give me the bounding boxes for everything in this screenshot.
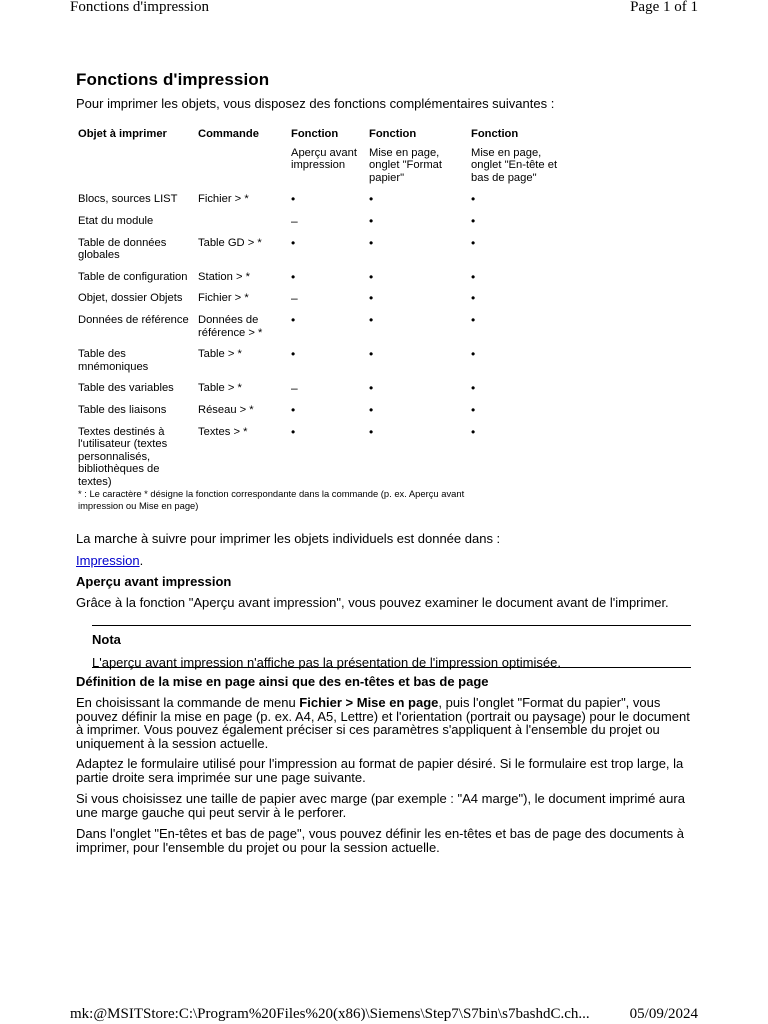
function-cell: • [369, 269, 374, 284]
function-cell: • [369, 192, 374, 207]
layout-paragraph-1 [76, 696, 696, 750]
function-cell: – [291, 381, 298, 396]
note-box [92, 625, 691, 670]
print-header [0, 0, 768, 20]
command-cell: Fichier > * [198, 193, 249, 206]
object-cell: Blocs, sources LIST [78, 193, 178, 206]
function-cell: • [471, 312, 476, 327]
command-cell [198, 215, 291, 237]
layout-paragraph-3: Si vous choisissez une taille de papier avec marge (par exemple : "A4 marge"), le document imprimé aura une marge gauche qui peut servir à le perforer. [76, 791, 685, 820]
table-row [78, 382, 573, 404]
page-title: Fonctions d'impression [76, 70, 270, 89]
table-row [78, 237, 573, 271]
function-cell: – [291, 213, 298, 228]
header-title: Fonctions d'impression [70, 0, 209, 15]
object-cell: Table des mnémoniques [78, 348, 149, 373]
intro-text: Pour imprimer les objets, vous disposez des fonctions complémentaires suivantes : [76, 96, 555, 111]
object-cell: Table des liaisons [78, 403, 167, 416]
note-top-rule [92, 625, 691, 626]
function-cell: • [291, 269, 296, 284]
column-subheader: Mise en page, onglet "Format papier" [369, 146, 442, 184]
function-cell: • [471, 291, 476, 306]
layout-heading: Définition de la mise en page ainsi que des en-têtes et bas de page [76, 674, 489, 689]
column-subheader [198, 147, 291, 194]
table-row [78, 404, 573, 426]
function-cell: • [369, 424, 374, 439]
function-cell: • [369, 402, 374, 417]
table-header-row [78, 128, 573, 147]
function-cell: • [369, 213, 374, 228]
table-row [78, 426, 573, 498]
column-subheader: Mise en page, onglet "En-tête et bas de page" [471, 146, 558, 184]
note-text: L'aperçu avant impression n'affiche pas la présentation de l'impression optimisée. [92, 655, 561, 670]
object-cell: Table des variables [78, 382, 174, 395]
function-cell: • [369, 291, 374, 306]
function-cell: • [471, 347, 476, 362]
procedure-text: La marche à suivre pour imprimer les objets individuels est donnée dans : [76, 531, 501, 546]
function-cell: • [471, 269, 476, 284]
document-body [76, 70, 696, 855]
function-cell: • [471, 402, 476, 417]
table-row [78, 215, 573, 237]
procedure-link-line [76, 554, 696, 568]
object-cell: Etat du module [78, 214, 154, 227]
table-footnote: * : Le caractère * désigne la fonction correspondante dans la commande (p. ex. Aperçu avant impression ou Mise en page) [78, 488, 465, 511]
header-page-number: Page 1 of 1 [630, 0, 698, 15]
function-cell: • [369, 312, 374, 327]
command-cell: Textes > * [198, 425, 248, 438]
function-cell: • [471, 192, 476, 207]
note-bottom-rule [92, 667, 691, 668]
impression-link[interactable]: Impression [76, 553, 140, 568]
column-header: Fonction [471, 128, 519, 140]
column-subheader [78, 147, 198, 194]
object-cell: Données de référence [78, 313, 189, 326]
command-cell: Table > * [198, 348, 242, 361]
note-title: Nota [92, 632, 121, 647]
function-cell: • [471, 424, 476, 439]
function-cell: • [291, 312, 296, 327]
command-cell: Station > * [198, 270, 250, 283]
table-subheader-row [78, 147, 573, 194]
table-row [78, 292, 573, 314]
function-cell: • [291, 235, 296, 250]
column-header: Fonction [291, 128, 339, 140]
column-header: Commande [198, 128, 259, 140]
function-cell: • [471, 235, 476, 250]
column-subheader: Aperçu avant impression [291, 146, 357, 172]
preview-heading: Aperçu avant impression [76, 574, 232, 589]
function-cell: • [291, 402, 296, 417]
table-row [78, 314, 573, 348]
column-header: Fonction [369, 128, 417, 140]
function-cell: • [471, 213, 476, 228]
function-cell: • [291, 347, 296, 362]
command-cell: Table > * [198, 382, 242, 395]
table-row [78, 271, 573, 293]
column-header: Objet à imprimer [78, 128, 167, 140]
function-cell: • [369, 235, 374, 250]
command-cell: Fichier > * [198, 292, 249, 305]
preview-text: Grâce à la fonction "Aperçu avant impression", vous pouvez examiner le document avant de l'imprimer. [76, 595, 669, 610]
function-cell: • [291, 192, 296, 207]
command-cell: Données de référence > * [198, 313, 263, 339]
table-row [78, 348, 573, 382]
command-cell: Réseau > * [198, 403, 254, 416]
footer-path: mk:@MSITStore:C:\Program%20Files%20(x86)\Siemens\Step7\S7bin\s7bashdC.ch... [70, 1006, 590, 1022]
function-cell: • [291, 424, 296, 439]
footer-date: 05/09/2024 [629, 1006, 698, 1022]
table-row [78, 193, 573, 215]
print-functions-table [78, 128, 573, 497]
function-cell: • [369, 347, 374, 362]
layout-p1-before: En choisissant la commande de menu [76, 695, 300, 710]
object-cell: Textes destinés à l'utilisateur (textes personnalisés, bibliothèques de textes) [78, 425, 168, 488]
link-suffix: . [139, 553, 144, 568]
function-cell: • [471, 381, 476, 396]
layout-paragraph-4: Dans l'onglet "En-têtes et bas de page", vous pouvez définir les en-têtes et bas de page des documents à imprimer, pour l'ensemble du projet ou pour la session actuelle. [76, 826, 684, 855]
function-cell: • [369, 381, 374, 396]
object-cell: Objet, dossier Objets [78, 292, 183, 305]
layout-paragraph-2: Adaptez le formulaire utilisé pour l'impression au format de papier désiré. Si le formulaire est trop large, la partie droite sera imprimée sur une page suivante. [76, 756, 684, 785]
layout-p1-after: , puis l'onglet "Format du papier", vous pouvez définir la mise en page (p. ex. A4, A5, Lettre) et l'orientation (portrait ou paysage) pour le document à imprimer. Vous pouvez également préciser si ces paramètres s'appliquent à l'ensemble du projet ou uniquement à la session actuelle. [76, 695, 690, 751]
command-cell: Table GD > * [198, 236, 262, 249]
function-cell: – [291, 291, 298, 306]
menu-command: Fichier > Mise en page [299, 695, 439, 710]
object-cell: Table de données globales [78, 236, 167, 262]
object-cell: Table de configuration [78, 270, 188, 283]
